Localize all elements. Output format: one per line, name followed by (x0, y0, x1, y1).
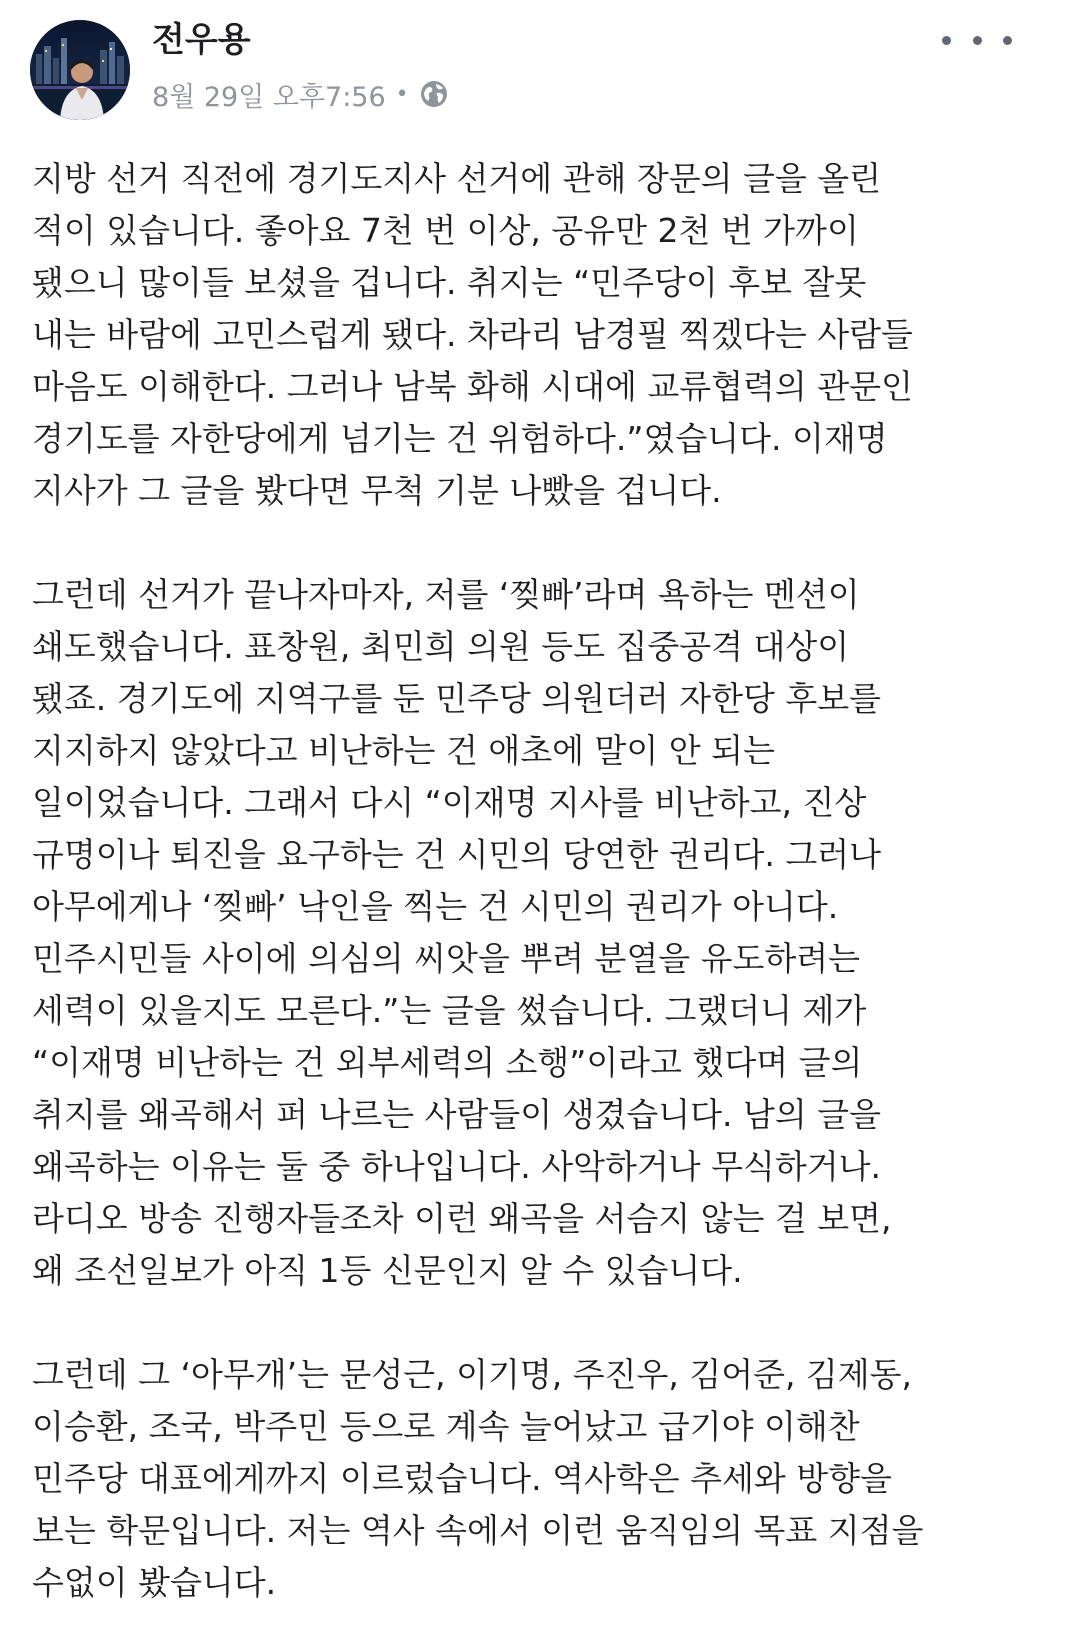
post-timestamp[interactable]: 8월 29일 오후7:56 (152, 81, 386, 113)
post-body (32, 153, 1042, 1609)
text-line: 민주시민들 사이에 의심의 씨앗을 뿌려 분열을 유도하려는 (32, 939, 861, 978)
text-line: 적이 있습니다. 좋아요 7천 번 이상, 공유만 2천 번 가까이 (32, 211, 859, 250)
text-line: 지방 선거 직전에 경기도지사 선거에 관해 장문의 글을 올린 (32, 159, 881, 198)
post-paragraph-3 (32, 1349, 1042, 1609)
text-line: 수없이 봤습니다. (32, 1563, 277, 1602)
globe-icon[interactable] (419, 79, 449, 109)
text-line: 일이었습니다. 그래서 다시 “이재명 지사를 비난하고, 진상 (32, 783, 867, 822)
text-line: “이재명 비난하는 건 외부세력의 소행”이라고 했다며 글의 (32, 1043, 863, 1082)
text-line: 지사가 그 글을 봤다면 무척 기분 나빴을 겁니다. (32, 471, 722, 510)
post-paragraph-1 (32, 153, 1042, 517)
post-meta (152, 74, 449, 114)
text-line: 경기도를 자한당에게 넘기는 건 위험하다.”였습니다. 이재명 (32, 419, 888, 458)
text-line: 됐으니 많이들 보셨을 겁니다. 취지는 “민주당이 후보 잘못 (32, 263, 867, 302)
text-line: 그런데 그 ‘아무개’는 문성근, 이기명, 주진우, 김어준, 김제동, (32, 1355, 913, 1394)
avatar-photo (30, 20, 130, 120)
post-paragraph-2 (32, 569, 1042, 1297)
text-line: 왜곡하는 이유는 둘 중 하나입니다. 사악하거나 무식하거나. (32, 1147, 881, 1186)
text-line: 아무에게나 ‘찢빠’ 낙인을 찍는 건 시민의 권리가 아니다. (32, 887, 839, 926)
text-line: 세력이 있을지도 모른다.”는 글을 썼습니다. 그랬더니 제가 (32, 991, 867, 1030)
more-options-button[interactable] (942, 22, 1012, 58)
text-line: 그런데 선거가 끝나자마자, 저를 ‘찢빠’라며 욕하는 멘션이 (32, 575, 860, 614)
avatar[interactable] (30, 20, 130, 120)
author-name[interactable]: 전우용 (152, 20, 251, 60)
meta-separator: • (395, 81, 409, 107)
text-line: 쇄도했습니다. 표창원, 최민희 의원 등도 집중공격 대상이 (32, 627, 850, 666)
more-dot (973, 36, 982, 45)
text-line: 지지하지 않았다고 비난하는 건 애초에 말이 안 되는 (32, 731, 775, 770)
text-line: 됐죠. 경기도에 지역구를 둔 민주당 의원더러 자한당 후보를 (32, 679, 881, 718)
text-line: 이승환, 조국, 박주민 등으로 계속 늘어났고 급기야 이해찬 (32, 1407, 860, 1446)
text-line: 민주당 대표에게까지 이르렀습니다. 역사학은 추세와 방향을 (32, 1459, 892, 1498)
text-line: 보는 학문입니다. 저는 역사 속에서 이런 움직임의 목표 지점을 (32, 1511, 924, 1550)
more-dot (1003, 36, 1012, 45)
text-line: 라디오 방송 진행자들조차 이런 왜곡을 서슴지 않는 걸 보면, (32, 1199, 892, 1238)
more-dot (942, 36, 951, 45)
text-line: 취지를 왜곡해서 퍼 나르는 사람들이 생겼습니다. 남의 글을 (32, 1095, 881, 1134)
post-header (0, 0, 1072, 130)
text-line: 왜 조선일보가 아직 1등 신문인지 알 수 있습니다. (32, 1251, 743, 1290)
text-line: 규명이나 퇴진을 요구하는 건 시민의 당연한 권리다. 그러나 (32, 835, 881, 874)
text-line: 마음도 이해한다. 그러나 남북 화해 시대에 교류협력의 관문인 (32, 367, 913, 406)
text-line: 내는 바람에 고민스럽게 됐다. 차라리 남경필 찍겠다는 사람들 (32, 315, 913, 354)
